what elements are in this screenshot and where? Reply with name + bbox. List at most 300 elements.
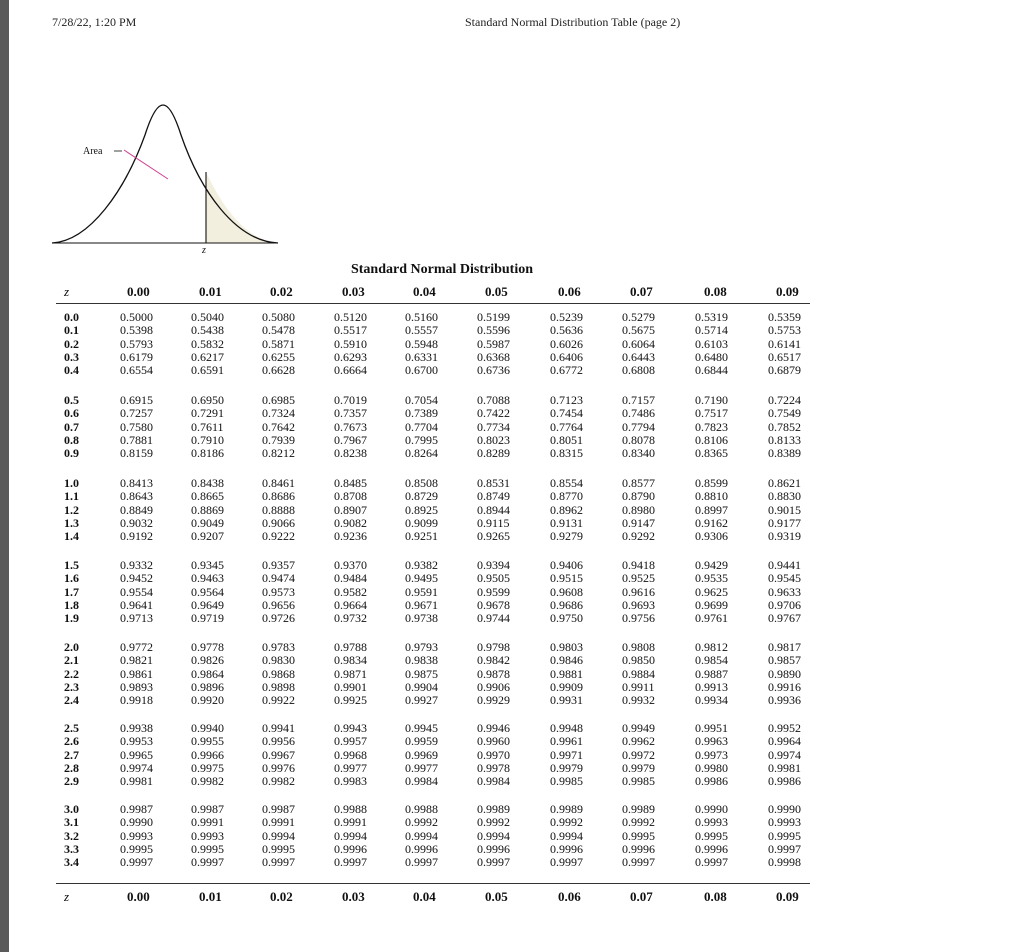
probability-cell: 0.9192	[120, 529, 153, 544]
probability-cell: 0.8790	[622, 489, 655, 504]
probability-cell: 0.9582	[334, 584, 367, 599]
z-value: 1.6	[64, 571, 79, 586]
probability-cell: 0.9993	[191, 828, 224, 843]
probability-cell: 0.9982	[262, 774, 295, 789]
probability-cell: 0.9972	[622, 747, 655, 762]
table-row	[0, 407, 1014, 420]
probability-cell: 0.6591	[191, 363, 224, 378]
probability-cell: 0.9963	[695, 734, 728, 749]
probability-cell: 0.9962	[622, 734, 655, 749]
probability-cell: 0.6664	[334, 363, 367, 378]
probability-cell: 0.9842	[477, 653, 510, 668]
probability-cell: 0.9664	[334, 597, 367, 612]
probability-cell: 0.9678	[477, 597, 510, 612]
z-value: 3.3	[64, 841, 79, 856]
probability-cell: 0.8577	[622, 476, 655, 490]
probability-cell: 0.8888	[262, 502, 295, 517]
z-value: 2.3	[64, 679, 79, 694]
z-value: 0.3	[64, 349, 79, 364]
table-row	[0, 722, 1014, 735]
probability-cell: 0.9279	[550, 529, 583, 544]
probability-cell: 0.7224	[768, 393, 801, 407]
probability-cell: 0.9929	[477, 693, 510, 708]
probability-cell: 0.8289	[477, 446, 510, 461]
z-column-header: z	[64, 284, 70, 299]
probability-cell: 0.9913	[695, 679, 728, 694]
probability-cell: 0.8531	[477, 476, 510, 490]
probability-cell: 0.7642	[262, 419, 295, 434]
probability-cell: 0.8643	[120, 489, 153, 504]
probability-cell: 0.9896	[191, 679, 224, 694]
probability-cell: 0.7054	[405, 393, 438, 407]
probability-cell: 0.9484	[334, 571, 367, 586]
table-title: Standard Normal Distribution	[350, 262, 534, 277]
probability-cell: 0.9996	[550, 841, 583, 856]
probability-cell: 0.7910	[191, 432, 224, 447]
probability-cell: 0.9726	[262, 611, 295, 626]
probability-cell: 0.9441	[768, 558, 801, 572]
table-row	[0, 351, 1014, 364]
z-value: 0.4	[64, 363, 79, 378]
probability-cell: 0.9996	[695, 841, 728, 856]
probability-cell: 0.5714	[695, 323, 728, 338]
column-header: 0.04	[413, 284, 436, 299]
probability-cell: 0.9564	[191, 584, 224, 599]
probability-cell: 0.9991	[191, 815, 224, 830]
probability-cell: 0.8340	[622, 446, 655, 461]
table-row	[0, 324, 1014, 337]
table-row	[0, 504, 1014, 517]
probability-cell: 0.9049	[191, 515, 224, 530]
probability-cell: 0.8365	[695, 446, 728, 461]
probability-cell: 0.9803	[550, 640, 583, 654]
probability-cell: 0.7881	[120, 432, 153, 447]
probability-cell: 0.8925	[405, 502, 438, 517]
probability-cell: 0.9946	[477, 721, 510, 735]
probability-cell: 0.9945	[405, 721, 438, 735]
probability-cell: 0.9357	[262, 558, 295, 572]
probability-cell: 0.9961	[550, 734, 583, 749]
z-value: 3.4	[64, 855, 79, 870]
probability-cell: 0.5675	[622, 323, 655, 338]
column-header-row	[0, 284, 1014, 300]
probability-cell: 0.9997	[334, 855, 367, 870]
probability-cell: 0.7190	[695, 393, 728, 407]
probability-cell: 0.6480	[695, 349, 728, 364]
probability-cell: 0.8869	[191, 502, 224, 517]
probability-cell: 0.9997	[768, 841, 801, 856]
z-value: 2.9	[64, 774, 79, 789]
probability-cell: 0.9989	[550, 802, 583, 816]
probability-cell: 0.9871	[334, 666, 367, 681]
z-value: 3.2	[64, 828, 79, 843]
probability-cell: 0.7794	[622, 419, 655, 434]
probability-cell: 0.9207	[191, 529, 224, 544]
probability-cell: 0.9131	[550, 515, 583, 530]
probability-cell: 0.7019	[334, 393, 367, 407]
probability-cell: 0.7486	[622, 406, 655, 421]
probability-cell: 0.9890	[768, 666, 801, 681]
probability-cell: 0.9996	[622, 841, 655, 856]
probability-cell: 0.9838	[405, 653, 438, 668]
probability-cell: 0.9941	[262, 721, 295, 735]
probability-cell: 0.9997	[550, 855, 583, 870]
probability-cell: 0.5636	[550, 323, 583, 338]
probability-cell: 0.9812	[695, 640, 728, 654]
probability-cell: 0.8133	[768, 432, 801, 447]
probability-cell: 0.9474	[262, 571, 295, 586]
probability-cell: 0.9162	[695, 515, 728, 530]
probability-cell: 0.9994	[477, 828, 510, 843]
z-value: 0.9	[64, 446, 79, 461]
probability-cell: 0.9966	[191, 747, 224, 762]
probability-cell: 0.8830	[768, 489, 801, 504]
column-header: 0.07	[630, 284, 653, 299]
probability-cell: 0.9996	[477, 841, 510, 856]
probability-cell: 0.9868	[262, 666, 295, 681]
probability-cell: 0.9925	[334, 693, 367, 708]
probability-cell: 0.9995	[191, 841, 224, 856]
probability-cell: 0.9772	[120, 640, 153, 654]
probability-cell: 0.9808	[622, 640, 655, 654]
column-footer: 0.06	[558, 889, 581, 904]
table-row	[0, 762, 1014, 775]
probability-cell: 0.9861	[120, 666, 153, 681]
probability-cell: 0.5359	[768, 310, 801, 324]
column-footer: 0.08	[704, 889, 727, 904]
probability-cell: 0.6628	[262, 363, 295, 378]
probability-cell: 0.9761	[695, 611, 728, 626]
probability-cell: 0.9940	[191, 721, 224, 735]
column-footer: 0.01	[199, 889, 222, 904]
z-value: 0.5	[64, 393, 79, 407]
probability-cell: 0.9997	[695, 855, 728, 870]
probability-cell: 0.9738	[405, 611, 438, 626]
z-value: 0.8	[64, 432, 79, 447]
probability-cell: 0.9821	[120, 653, 153, 668]
probability-cell: 0.9987	[262, 802, 295, 816]
table-row	[0, 530, 1014, 543]
probability-cell: 0.9987	[120, 802, 153, 816]
probability-cell: 0.9452	[120, 571, 153, 586]
probability-cell: 0.9948	[550, 721, 583, 735]
probability-cell: 0.5517	[334, 323, 367, 338]
probability-cell: 0.9332	[120, 558, 153, 572]
table-row	[0, 517, 1014, 530]
probability-cell: 0.6985	[262, 393, 295, 407]
column-header: 0.06	[558, 284, 581, 299]
probability-cell: 0.9974	[768, 747, 801, 762]
print-datetime: 7/28/22, 1:20 PM	[52, 15, 137, 29]
probability-cell: 0.5793	[120, 336, 153, 351]
z-value: 1.4	[64, 529, 79, 544]
probability-cell: 0.9965	[120, 747, 153, 762]
probability-cell: 0.7157	[622, 393, 655, 407]
probability-cell: 0.6026	[550, 336, 583, 351]
table-row	[0, 394, 1014, 407]
probability-cell: 0.9932	[622, 693, 655, 708]
probability-cell: 0.9115	[477, 515, 510, 530]
probability-cell: 0.9495	[405, 571, 438, 586]
probability-cell: 0.9633	[768, 584, 801, 599]
probability-cell: 0.6700	[405, 363, 438, 378]
column-footer: 0.03	[342, 889, 365, 904]
probability-cell: 0.9706	[768, 597, 801, 612]
probability-cell: 0.8907	[334, 502, 367, 517]
probability-cell: 0.9993	[120, 828, 153, 843]
z-value: 0.0	[64, 310, 79, 324]
probability-cell: 0.8508	[405, 476, 438, 490]
probability-cell: 0.9713	[120, 611, 153, 626]
probability-cell: 0.9956	[262, 734, 295, 749]
probability-cell: 0.9505	[477, 571, 510, 586]
probability-cell: 0.9974	[120, 760, 153, 775]
probability-cell: 0.8770	[550, 489, 583, 504]
probability-cell: 0.9986	[695, 774, 728, 789]
probability-cell: 0.9991	[334, 815, 367, 830]
probability-cell: 0.9898	[262, 679, 295, 694]
footer-rule	[56, 883, 810, 884]
probability-cell: 0.7995	[405, 432, 438, 447]
probability-cell: 0.9987	[191, 802, 224, 816]
probability-cell: 0.9854	[695, 653, 728, 668]
column-header: 0.03	[342, 284, 365, 299]
probability-cell: 0.7611	[191, 419, 224, 434]
probability-cell: 0.9975	[191, 760, 224, 775]
probability-cell: 0.5199	[477, 310, 510, 324]
probability-cell: 0.9984	[477, 774, 510, 789]
probability-cell: 0.9996	[334, 841, 367, 856]
table-row	[0, 477, 1014, 490]
probability-cell: 0.9983	[334, 774, 367, 789]
probability-cell: 0.9977	[334, 760, 367, 775]
probability-cell: 0.8212	[262, 446, 295, 461]
probability-cell: 0.8997	[695, 502, 728, 517]
z-value: 1.9	[64, 611, 79, 626]
probability-cell: 0.9545	[768, 571, 801, 586]
probability-cell: 0.9994	[262, 828, 295, 843]
probability-cell: 0.9992	[550, 815, 583, 830]
probability-cell: 0.8686	[262, 489, 295, 504]
probability-cell: 0.5040	[191, 310, 224, 324]
probability-cell: 0.9881	[550, 666, 583, 681]
probability-cell: 0.9976	[262, 760, 295, 775]
probability-cell: 0.9406	[550, 558, 583, 572]
probability-cell: 0.9699	[695, 597, 728, 612]
column-footer: 0.00	[127, 889, 150, 904]
probability-cell: 0.9977	[405, 760, 438, 775]
probability-cell: 0.9997	[405, 855, 438, 870]
probability-cell: 0.9994	[405, 828, 438, 843]
probability-cell: 0.9875	[405, 666, 438, 681]
probability-cell: 0.5753	[768, 323, 801, 338]
probability-cell: 0.9984	[405, 774, 438, 789]
probability-cell: 0.9884	[622, 666, 655, 681]
probability-cell: 0.8389	[768, 446, 801, 461]
probability-cell: 0.8621	[768, 476, 801, 490]
table-row	[0, 856, 1014, 869]
probability-cell: 0.9918	[120, 693, 153, 708]
probability-cell: 0.9292	[622, 529, 655, 544]
probability-cell: 0.9306	[695, 529, 728, 544]
column-footer-row	[0, 889, 1014, 905]
probability-cell: 0.7823	[695, 419, 728, 434]
probability-cell: 0.8023	[477, 432, 510, 447]
z-value: 0.1	[64, 323, 79, 338]
probability-cell: 0.9964	[768, 734, 801, 749]
probability-cell: 0.7764	[550, 419, 583, 434]
probability-cell: 0.9927	[405, 693, 438, 708]
probability-cell: 0.8159	[120, 446, 153, 461]
probability-cell: 0.9671	[405, 597, 438, 612]
probability-cell: 0.9970	[477, 747, 510, 762]
table-row	[0, 735, 1014, 748]
probability-cell: 0.7088	[477, 393, 510, 407]
probability-cell: 0.5239	[550, 310, 583, 324]
probability-cell: 0.5948	[405, 336, 438, 351]
probability-cell: 0.7389	[405, 406, 438, 421]
z-value: 2.6	[64, 734, 79, 749]
probability-cell: 0.8186	[191, 446, 224, 461]
z-value: 1.3	[64, 515, 79, 530]
table-row	[0, 694, 1014, 707]
probability-cell: 0.7357	[334, 406, 367, 421]
column-footer: 0.09	[776, 889, 799, 904]
probability-cell: 0.9995	[120, 841, 153, 856]
column-header: 0.02	[270, 284, 293, 299]
probability-cell: 0.9909	[550, 679, 583, 694]
probability-cell: 0.9826	[191, 653, 224, 668]
probability-cell: 0.8264	[405, 446, 438, 461]
probability-cell: 0.9967	[262, 747, 295, 762]
probability-cell: 0.7734	[477, 419, 510, 434]
probability-cell: 0.8962	[550, 502, 583, 517]
probability-cell: 0.9382	[405, 558, 438, 572]
probability-cell: 0.9994	[550, 828, 583, 843]
probability-cell: 0.6217	[191, 349, 224, 364]
probability-cell: 0.6808	[622, 363, 655, 378]
probability-cell: 0.9949	[622, 721, 655, 735]
probability-cell: 0.9985	[550, 774, 583, 789]
probability-cell: 0.9591	[405, 584, 438, 599]
probability-cell: 0.7422	[477, 406, 510, 421]
probability-cell: 0.8485	[334, 476, 367, 490]
probability-cell: 0.9099	[405, 515, 438, 530]
probability-cell: 0.8413	[120, 476, 153, 490]
probability-cell: 0.9969	[405, 747, 438, 762]
probability-cell: 0.9938	[120, 721, 153, 735]
probability-cell: 0.8238	[334, 446, 367, 461]
probability-cell: 0.7704	[405, 419, 438, 434]
column-header: 0.01	[199, 284, 222, 299]
probability-cell: 0.9767	[768, 611, 801, 626]
probability-cell: 0.8849	[120, 502, 153, 517]
probability-cell: 0.6293	[334, 349, 367, 364]
probability-cell: 0.9990	[120, 815, 153, 830]
probability-cell: 0.9834	[334, 653, 367, 668]
probability-cell: 0.6844	[695, 363, 728, 378]
table-row	[0, 816, 1014, 829]
probability-cell: 0.7123	[550, 393, 583, 407]
z-value: 3.1	[64, 815, 79, 830]
probability-cell: 0.6879	[768, 363, 801, 378]
probability-cell: 0.9846	[550, 653, 583, 668]
probability-cell: 0.7257	[120, 406, 153, 421]
probability-cell: 0.8665	[191, 489, 224, 504]
probability-cell: 0.9906	[477, 679, 510, 694]
probability-cell: 0.5000	[120, 310, 153, 324]
probability-cell: 0.9887	[695, 666, 728, 681]
probability-cell: 0.5398	[120, 323, 153, 338]
probability-cell: 0.8944	[477, 502, 510, 517]
z-value: 2.8	[64, 760, 79, 775]
probability-cell: 0.9968	[334, 747, 367, 762]
probability-cell: 0.5596	[477, 323, 510, 338]
probability-cell: 0.9893	[120, 679, 153, 694]
table-row	[0, 311, 1014, 324]
probability-cell: 0.5279	[622, 310, 655, 324]
z-value: 2.0	[64, 640, 79, 654]
probability-cell: 0.9981	[120, 774, 153, 789]
z-value: 2.2	[64, 666, 79, 681]
column-footer: 0.07	[630, 889, 653, 904]
table-row	[0, 668, 1014, 681]
probability-cell: 0.8708	[334, 489, 367, 504]
probability-cell: 0.9463	[191, 571, 224, 586]
probability-cell: 0.9370	[334, 558, 367, 572]
probability-cell: 0.9986	[768, 774, 801, 789]
probability-cell: 0.9798	[477, 640, 510, 654]
table-row	[0, 338, 1014, 351]
probability-cell: 0.9236	[334, 529, 367, 544]
probability-cell: 0.9955	[191, 734, 224, 749]
z-value: 0.7	[64, 419, 79, 434]
probability-cell: 0.6443	[622, 349, 655, 364]
probability-cell: 0.5319	[695, 310, 728, 324]
probability-cell: 0.9904	[405, 679, 438, 694]
probability-cell: 0.7673	[334, 419, 367, 434]
probability-cell: 0.9997	[477, 855, 510, 870]
probability-cell: 0.7967	[334, 432, 367, 447]
probability-cell: 0.9996	[405, 841, 438, 856]
probability-cell: 0.9995	[695, 828, 728, 843]
probability-cell: 0.7939	[262, 432, 295, 447]
probability-cell: 0.6255	[262, 349, 295, 364]
probability-cell: 0.7454	[550, 406, 583, 421]
table-row	[0, 434, 1014, 447]
z-value: 1.7	[64, 584, 79, 599]
probability-cell: 0.9997	[622, 855, 655, 870]
probability-cell: 0.5120	[334, 310, 367, 324]
probability-cell: 0.8599	[695, 476, 728, 490]
probability-cell: 0.9082	[334, 515, 367, 530]
probability-cell: 0.8810	[695, 489, 728, 504]
area-pointer	[124, 150, 168, 179]
probability-cell: 0.9693	[622, 597, 655, 612]
probability-cell: 0.5910	[334, 336, 367, 351]
table-row	[0, 803, 1014, 816]
probability-cell: 0.9656	[262, 597, 295, 612]
z-value: 1.2	[64, 502, 79, 517]
probability-cell: 0.9793	[405, 640, 438, 654]
table-row	[0, 364, 1014, 377]
probability-cell: 0.6915	[120, 393, 153, 407]
probability-cell: 0.9599	[477, 584, 510, 599]
probability-cell: 0.9394	[477, 558, 510, 572]
probability-cell: 0.9997	[262, 855, 295, 870]
probability-cell: 0.9995	[768, 828, 801, 843]
probability-cell: 0.9744	[477, 611, 510, 626]
